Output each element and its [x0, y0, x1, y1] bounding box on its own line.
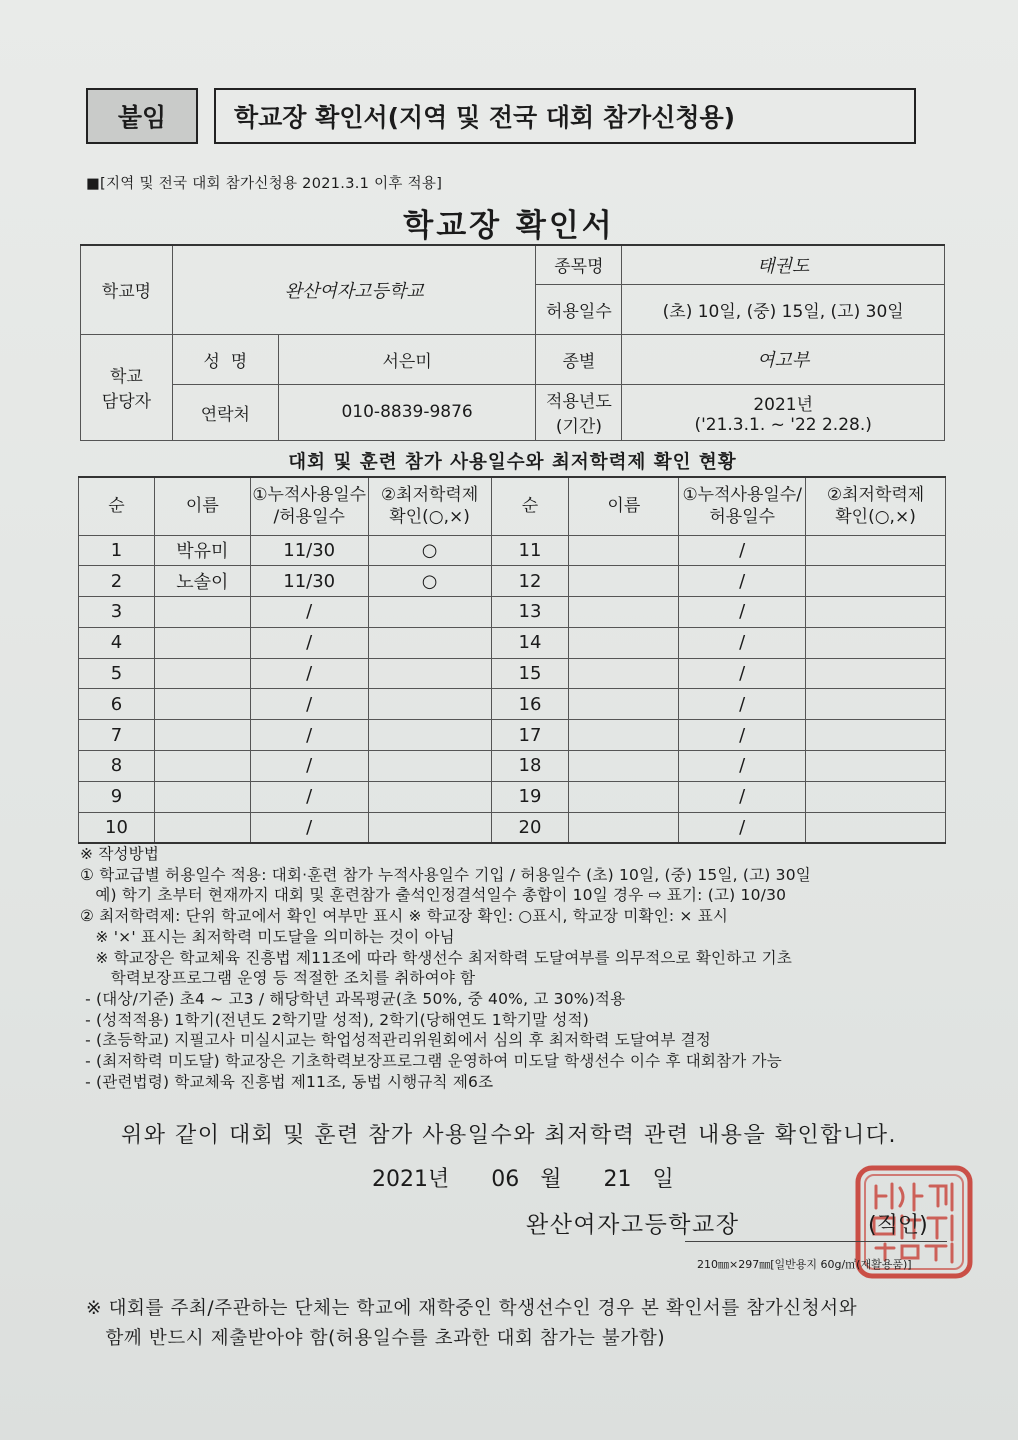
student-name — [154, 689, 250, 720]
applied-year-value-line1: 2021년 — [753, 394, 814, 415]
student-name — [569, 566, 679, 597]
days-used: / — [250, 597, 368, 628]
student-name — [569, 689, 679, 720]
school-info-table — [80, 244, 945, 441]
academic-check: ○ — [368, 535, 491, 566]
academic-check — [806, 720, 946, 751]
principal-name: 완산여자고등학교장 — [526, 1212, 740, 1238]
student-name — [154, 597, 250, 628]
note-line: ① 학교급별 허용일수 적용: 대회·훈련 참가 누적사용일수 기입 / 허용일수 (초) 10일, (중) 15일, (고) 30일 — [80, 865, 811, 884]
applied-year-value — [622, 384, 945, 440]
category-label: 종별 — [536, 334, 622, 384]
col-header-days-right-line1: ①누적사용일수/ — [682, 485, 802, 506]
allowed-days-label: 허용일수 — [536, 284, 622, 334]
note-line: - (대상/기준) 초4 ~ 고3 / 해당학년 과목평균(초 50%, 중 40%, 고 30%)적용 — [80, 989, 626, 1008]
table-row — [79, 751, 946, 782]
days-used: / — [679, 597, 806, 628]
col-header-name: 이름 — [154, 477, 250, 535]
footnote-line: 함께 반드시 제출받아야 함(허용일수를 초과한 대회 참가는 불가함) — [86, 1328, 666, 1349]
table-row — [79, 689, 946, 720]
row-no: 11 — [491, 535, 569, 566]
student-name — [569, 781, 679, 812]
note-line: ※ 작성방법 — [80, 845, 160, 863]
note-line: ※ '×' 표시는 최저학력 미도달을 의미하는 것이 아님 — [80, 927, 455, 946]
academic-check — [806, 566, 946, 597]
person-name-value: 서은미 — [278, 334, 536, 384]
academic-check — [806, 597, 946, 628]
category-value: 여고부 — [622, 334, 945, 384]
days-used: / — [250, 720, 368, 751]
col-header-no-right: 순 — [491, 477, 569, 535]
student-name — [569, 535, 679, 566]
col-header-name-right: 이름 — [569, 477, 679, 535]
col-header-check-line2: 확인(○,×) — [389, 507, 470, 528]
contact-label: 연락처 — [172, 384, 278, 440]
row-no: 15 — [491, 658, 569, 689]
student-name — [569, 751, 679, 782]
days-used: / — [250, 658, 368, 689]
academic-check — [368, 689, 491, 720]
academic-check — [806, 658, 946, 689]
days-used: / — [679, 689, 806, 720]
contact-value: 010-8839-9876 — [278, 384, 536, 440]
table-row — [79, 566, 946, 597]
row-no: 7 — [79, 720, 155, 751]
row-no: 2 — [79, 566, 155, 597]
divider — [685, 1241, 947, 1242]
days-used: / — [679, 812, 806, 843]
row-no: 20 — [491, 812, 569, 843]
school-name-value: 완산여자고등학교 — [172, 245, 536, 334]
row-no: 9 — [79, 781, 155, 812]
row-no: 8 — [79, 751, 155, 782]
academic-check — [368, 627, 491, 658]
days-used: / — [250, 781, 368, 812]
table-row — [79, 720, 946, 751]
academic-check — [806, 781, 946, 812]
row-no: 1 — [79, 535, 155, 566]
days-used: / — [679, 658, 806, 689]
applied-year-label-line2: (기간) — [555, 417, 602, 437]
student-name — [154, 781, 250, 812]
academic-check — [368, 751, 491, 782]
col-header-days — [250, 477, 368, 535]
col-header-days-right-line2: 허용일수 — [709, 507, 776, 528]
table-row — [79, 597, 946, 628]
page-title: 학교장 확인서 — [403, 208, 615, 244]
instructions-notes — [80, 844, 960, 1092]
row-no: 18 — [491, 751, 569, 782]
row-no: 19 — [491, 781, 569, 812]
manager-label — [81, 334, 173, 440]
student-name — [569, 597, 679, 628]
table-row — [79, 812, 946, 843]
days-used: / — [250, 812, 368, 843]
manager-label-line2: 담당자 — [101, 392, 152, 412]
col-header-check-line1: ②최저학력제 — [380, 485, 479, 506]
note-line: - (초등학교) 지필고사 미실시교는 학업성적관리위원회에서 심의 후 최저학력 도달여부 결정 — [80, 1031, 711, 1050]
footnote — [86, 1294, 946, 1354]
col-header-check-right-line2: 확인(○,×) — [835, 507, 916, 528]
academic-check — [368, 720, 491, 751]
section-title: 대회 및 훈련 참가 사용일수와 최저학력제 확인 현황 — [288, 452, 737, 473]
row-no: 13 — [491, 597, 569, 628]
applied-year-label-line1: 적용년도 — [546, 392, 612, 412]
row-no: 5 — [79, 658, 155, 689]
person-name-label: 성 명 — [172, 334, 278, 384]
student-name — [569, 627, 679, 658]
note-line: - (성적적용) 1학기(전년도 2학기말 성적), 2학기(당해연도 1학기말 성적) — [80, 1010, 589, 1029]
col-header-check-right — [806, 477, 946, 535]
days-used: / — [679, 751, 806, 782]
apply-note: ■[지역 및 전국 대회 참가신청용 2021.3.1 이후 적용] — [86, 176, 443, 192]
allowed-days-value: (초) 10일, (중) 15일, (고) 30일 — [622, 284, 945, 334]
table-row — [79, 781, 946, 812]
participation-table — [78, 476, 946, 844]
attachment-tag — [86, 88, 198, 144]
days-used: / — [679, 535, 806, 566]
manager-label-line1: 학교 — [110, 367, 143, 387]
row-no: 6 — [79, 689, 155, 720]
seal-label: (직인) — [868, 1213, 928, 1238]
row-no: 12 — [491, 566, 569, 597]
student-name — [154, 658, 250, 689]
sport-label: 종목명 — [536, 245, 622, 284]
note-line: ② 최저학력제: 단위 학교에서 확인 여부만 표시 ※ 학교장 확인: ○표시, 학교장 미확인: × 표시 — [80, 907, 729, 926]
row-no: 16 — [491, 689, 569, 720]
days-used: 11/30 — [250, 535, 368, 566]
paper-spec: 210㎜×297㎜[일반용지 60g/㎡(재활용품)] — [697, 1258, 912, 1271]
row-no: 14 — [491, 627, 569, 658]
document-header-title — [214, 88, 916, 144]
days-used: 11/30 — [250, 566, 368, 597]
attachment-tag-label: 붙임 — [117, 103, 167, 132]
student-name — [154, 627, 250, 658]
table-row — [79, 658, 946, 689]
days-used: / — [250, 689, 368, 720]
row-no: 4 — [79, 627, 155, 658]
footnote-line: ※ 대회를 주최/주관하는 단체는 학교에 재학중인 학생선수인 경우 본 확인서를 참가신청서와 — [86, 1298, 858, 1319]
col-header-check-right-line1: ②최저학력제 — [826, 485, 925, 506]
header-title-label: 학교장 확인서(지역 및 전국 대회 참가신청용) — [234, 103, 736, 132]
academic-check — [806, 535, 946, 566]
academic-check: ○ — [368, 566, 491, 597]
academic-check — [368, 781, 491, 812]
table-row — [79, 535, 946, 566]
applied-year-label — [536, 384, 622, 440]
student-name — [154, 720, 250, 751]
academic-check — [806, 627, 946, 658]
student-name — [569, 658, 679, 689]
note-line: ※ 학교장은 학교체육 진흥법 제11조에 따라 학생선수 최저학력 도달여부를 의무적으로 확인하고 기초 — [80, 948, 793, 967]
note-line: 예) 학기 초부터 현재까지 대회 및 훈련참가 출석인정결석일수 총합이 10일 경우 ⇨ 표기: (고) 10/30 — [80, 886, 787, 905]
issue-date: 2021년 06 월 21 일 — [372, 1167, 674, 1192]
days-used: / — [250, 751, 368, 782]
academic-check — [806, 812, 946, 843]
days-used: / — [679, 627, 806, 658]
academic-check — [806, 751, 946, 782]
row-no: 3 — [79, 597, 155, 628]
academic-check — [368, 658, 491, 689]
student-name — [154, 812, 250, 843]
academic-check — [368, 812, 491, 843]
academic-check — [806, 689, 946, 720]
table-row — [79, 627, 946, 658]
days-used: / — [679, 566, 806, 597]
col-header-no: 순 — [79, 477, 155, 535]
student-name — [569, 720, 679, 751]
col-header-check — [368, 477, 491, 535]
school-name-label: 학교명 — [81, 245, 173, 334]
row-no: 17 — [491, 720, 569, 751]
col-header-days-right — [679, 477, 806, 535]
academic-check — [368, 597, 491, 628]
student-name — [569, 812, 679, 843]
student-name — [154, 751, 250, 782]
student-name: 박유미 — [154, 535, 250, 566]
note-line: - (관련법령) 학교체육 진흥법 제11조, 동법 시행규칙 제6조 — [80, 1072, 494, 1091]
days-used: / — [679, 720, 806, 751]
student-name: 노솔이 — [154, 566, 250, 597]
col-header-days-line1: ①누적사용일수 — [252, 485, 367, 506]
days-used: / — [679, 781, 806, 812]
days-used: / — [250, 627, 368, 658]
note-line: - (최저학력 미도달) 학교장은 기초학력보장프로그램 운영하여 미도달 학생선수 이수 후 대회참가 가능 — [80, 1052, 782, 1071]
sport-value: 태권도 — [622, 245, 945, 284]
note-line: 학력보장프로그램 운영 등 적절한 조치를 취하여야 함 — [80, 969, 476, 988]
confirmation-statement: 위와 같이 대회 및 훈련 참가 사용일수와 최저학력 관련 내용을 확인합니다. — [121, 1123, 897, 1148]
col-header-days-line2: /허용일수 — [273, 507, 345, 528]
row-no: 10 — [79, 812, 155, 843]
applied-year-value-line2: ('21.3.1. ~ '22 2.28.) — [694, 414, 872, 435]
